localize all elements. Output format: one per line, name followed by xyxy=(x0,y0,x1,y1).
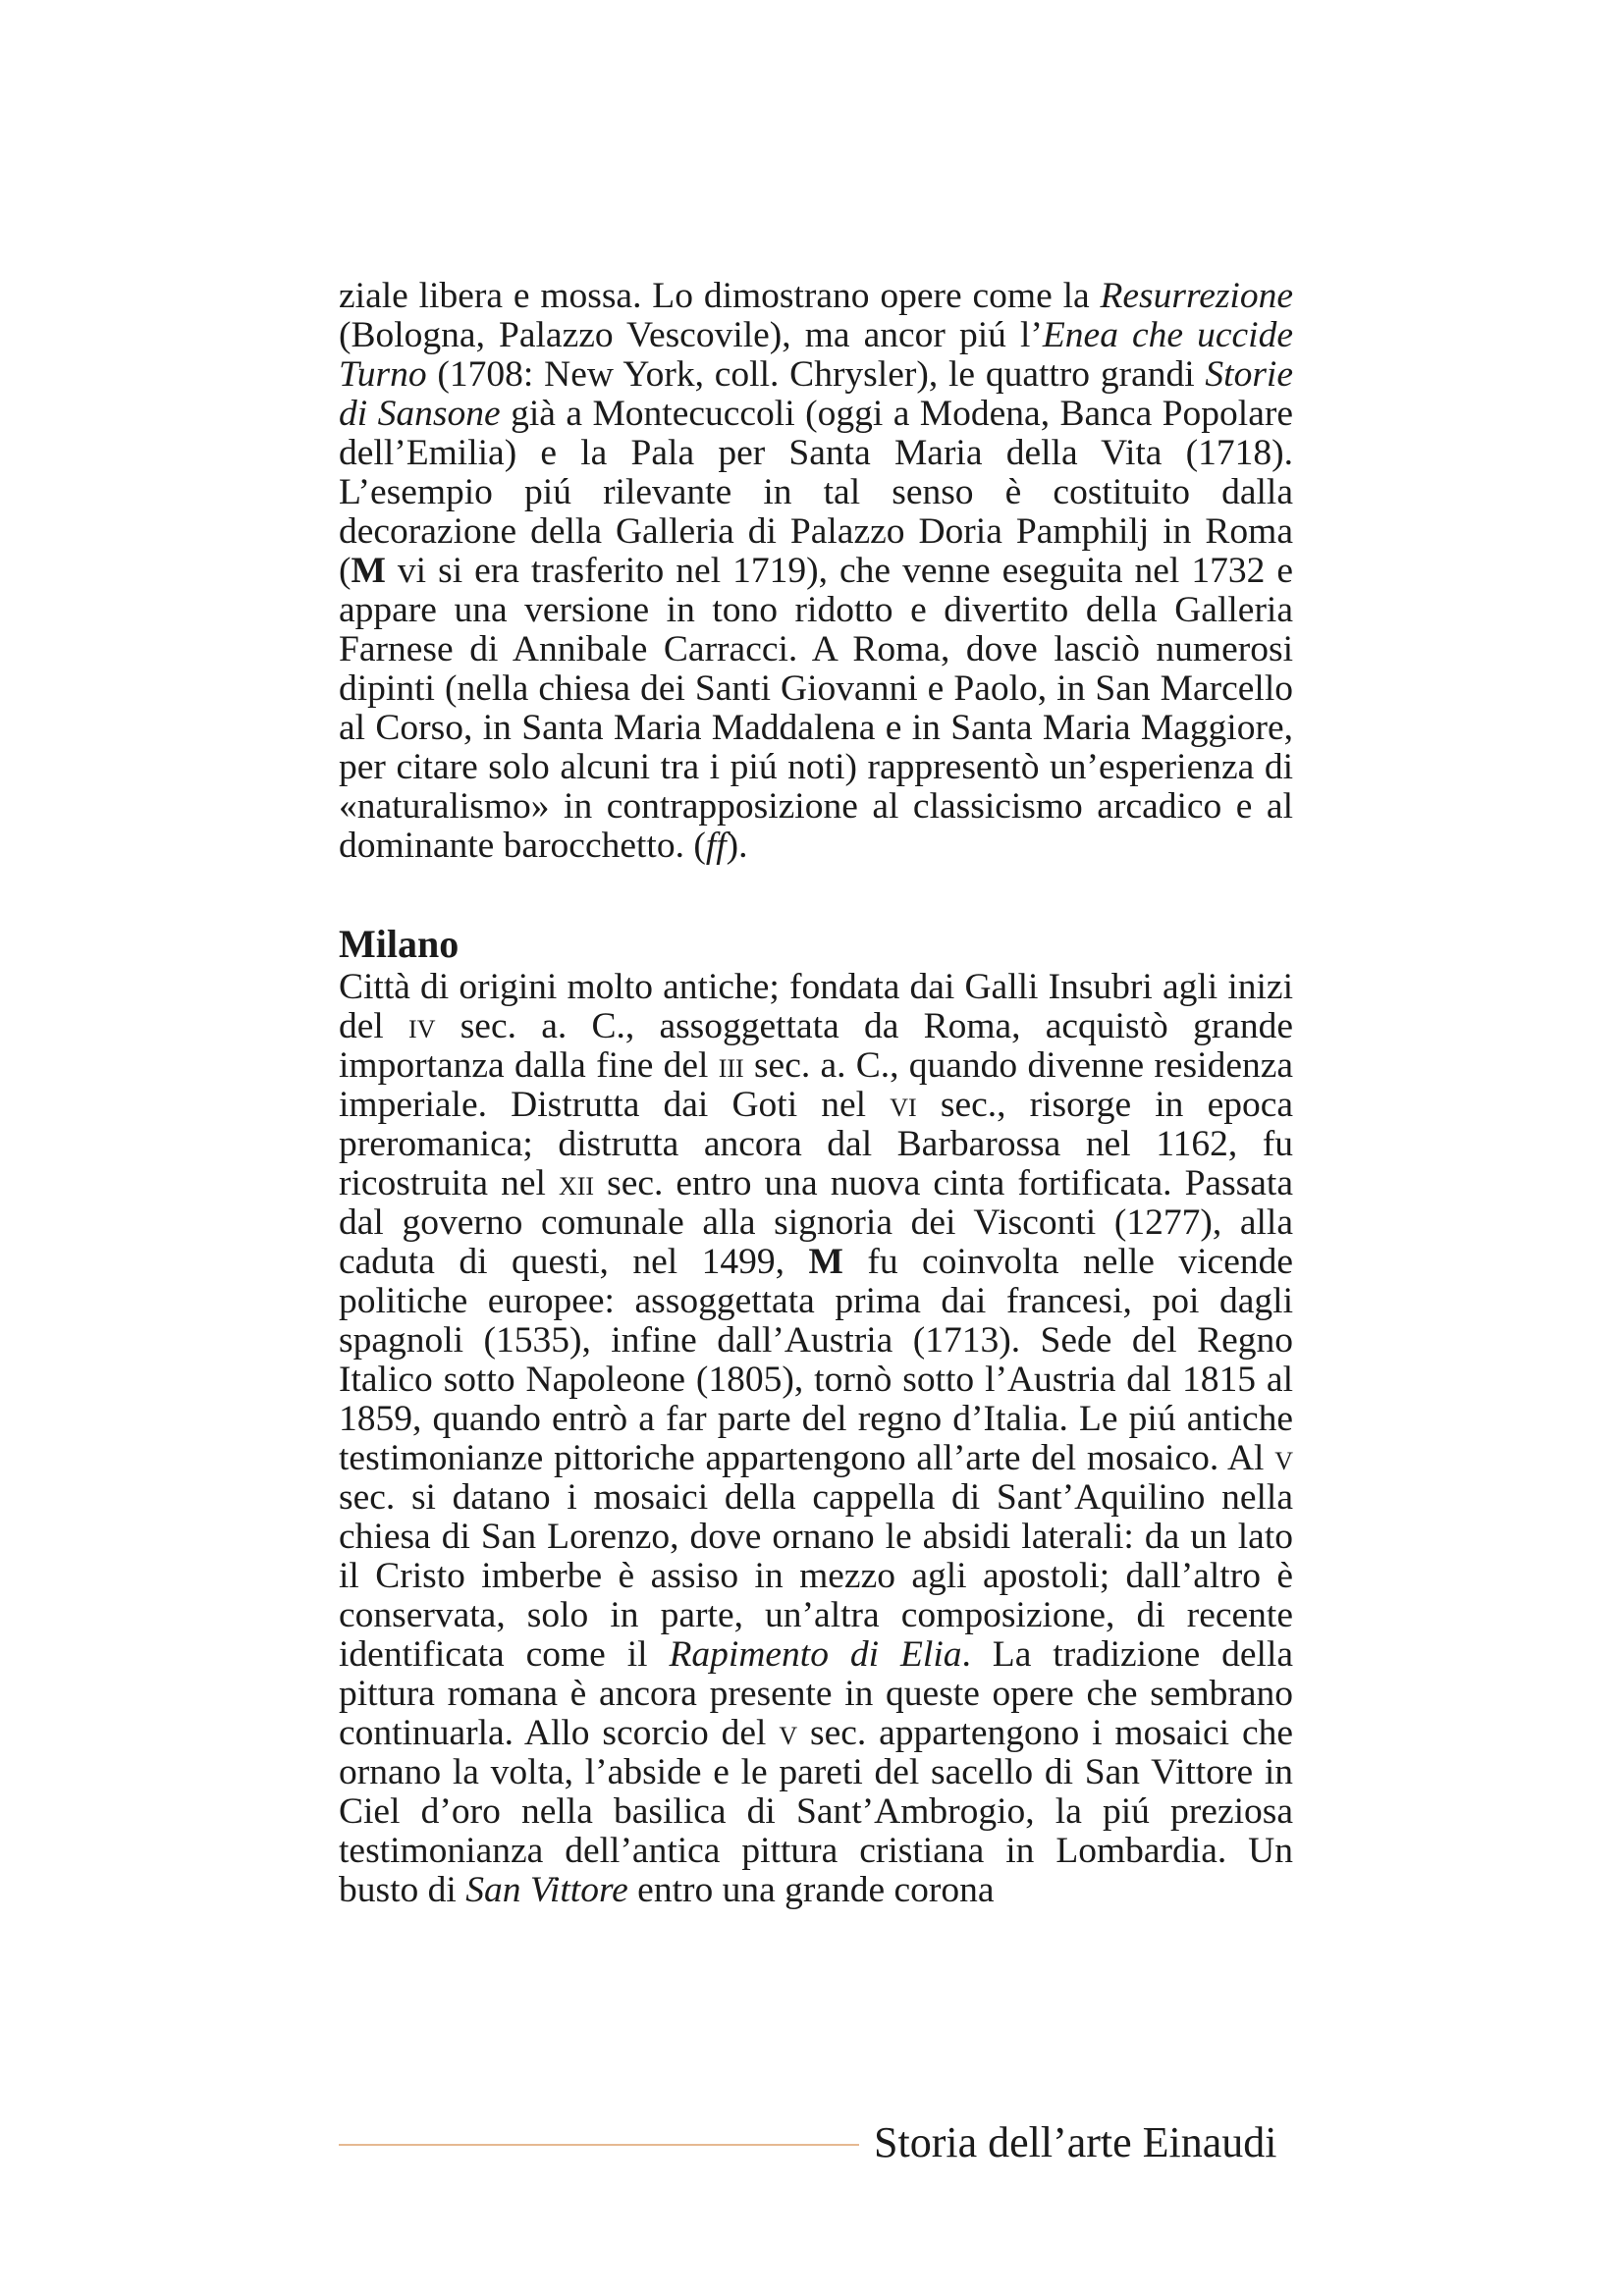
text-run: Città di origini molto antiche; fondata dai Galli Insubri agli inizi del xyxy=(339,967,1293,1046)
text-column xyxy=(339,277,1293,1910)
text-run: ). xyxy=(726,826,748,866)
roman-numeral: iii xyxy=(718,1045,744,1086)
artwork-title: Enea che uccide Turno xyxy=(339,315,1293,395)
artwork-title: Storie di Sansone xyxy=(339,354,1293,434)
paragraph-entry-body xyxy=(339,968,1293,1910)
text-run: fu coinvolta nelle vicende politiche europee: assoggettata prima dai francesi, poi dagli spagnoli (1535), infine dall’Austria (1713). Sede del Regno Italico sotto Napoleone (1805), tornò sotto l’Austria dal 1815 al 1859, quando entrò a far parte del regno d’Italia. Le piú antiche testimonianze pittoriche appartengono all’arte del mosaico. Al xyxy=(339,1242,1293,1478)
subject-abbreviation: M xyxy=(351,551,386,591)
author-initials: ff xyxy=(705,826,727,866)
text-run: vi si era trasferito nel 1719), che venne eseguita nel 1732 e appare una versione in tono ridotto e divertito della Galleria Farnese di Annibale Carracci. A Roma, dove lasciò numerosi dipinti (nella chiesa dei Santi Giovanni e Paolo, in San Marcello al Corso, in Santa Maria Maddalena e in Santa Maria Maggiore, per citare solo alcuni tra i piú noti) rappresentò un’esperienza di «naturalismo» in contrapposizione al classicismo arcadico e al dominante barocchetto. ( xyxy=(339,551,1293,866)
text-run: (Bologna, Palazzo Vescovile), ma ancor piú l’ xyxy=(339,315,1043,355)
footer-publication-title: Storia dell’arte Einaudi xyxy=(874,2118,1277,2166)
text-run: sec. si datano i mosaici della cappella di Sant’Aquilino nella chiesa di San Lorenzo, dove ornano le absidi laterali: da un lato il Cristo imberbe è assiso in mezzo agli apostoli; dall’altro è conservata, solo in parte, un’altra composizione, di recente identificata come il xyxy=(339,1477,1293,1675)
artwork-title: Rapimento di Elia xyxy=(669,1634,962,1675)
artwork-title: Resurrezione xyxy=(1100,276,1293,316)
artwork-title: San Vittore xyxy=(465,1870,628,1910)
roman-numeral: v xyxy=(779,1713,798,1753)
text-run: ziale libera e mossa. Lo dimostrano opere come la xyxy=(339,276,1101,316)
text-run: sec. a. C., quando divenne residenza imperiale. Distrutta dai Goti nel xyxy=(339,1045,1293,1125)
subject-abbreviation: M xyxy=(808,1242,843,1282)
text-run: entro una grande corona xyxy=(627,1870,995,1910)
roman-numeral: vi xyxy=(890,1085,917,1125)
text-run: sec. appartengono i mosaici che ornano la volta, l’abside e le pareti del sacello di San Vittore in Ciel d’oro nella basilica di Sant’Ambrogio, la piú preziosa testimonianza dell’antica pittura cristiana in Lombardia. Un busto di xyxy=(339,1713,1293,1910)
paragraph-previous-entry-continuation xyxy=(339,277,1293,866)
text-run: (1708: New York, coll. Chrysler), le quattro grandi xyxy=(426,354,1206,395)
roman-numeral: iv xyxy=(408,1006,436,1046)
footer-rule xyxy=(339,2144,859,2146)
roman-numeral: xii xyxy=(558,1163,595,1203)
text-run: sec., risorge in epoca preromanica; distrutta ancora dal Barbarossa nel 1162, fu ricostruita nel xyxy=(339,1085,1293,1203)
roman-numeral: v xyxy=(1274,1438,1293,1478)
text-run: già a Montecuccoli (oggi a Modena, Banca Popolare dell’Emilia) e la Pala per Santa Maria della Vita (1718). L’esempio piú rilevante in tal senso è costituito dalla decorazione della Galleria di Palazzo Doria Pamphilj in Roma ( xyxy=(339,394,1293,591)
text-run: sec. a. C., assoggettata da Roma, acquistò grande importanza dalla fine del xyxy=(339,1006,1293,1086)
text-run: sec. entro una nuova cinta fortificata. Passata dal governo comunale alla signoria dei Visconti (1277), alla caduta di questi, nel 1499, xyxy=(339,1163,1293,1282)
text-run: . La tradizione della pittura romana è ancora presente in queste opere che sembrano continuarla. Allo scorcio del xyxy=(339,1634,1294,1753)
entry-heading: Milano xyxy=(339,922,460,966)
